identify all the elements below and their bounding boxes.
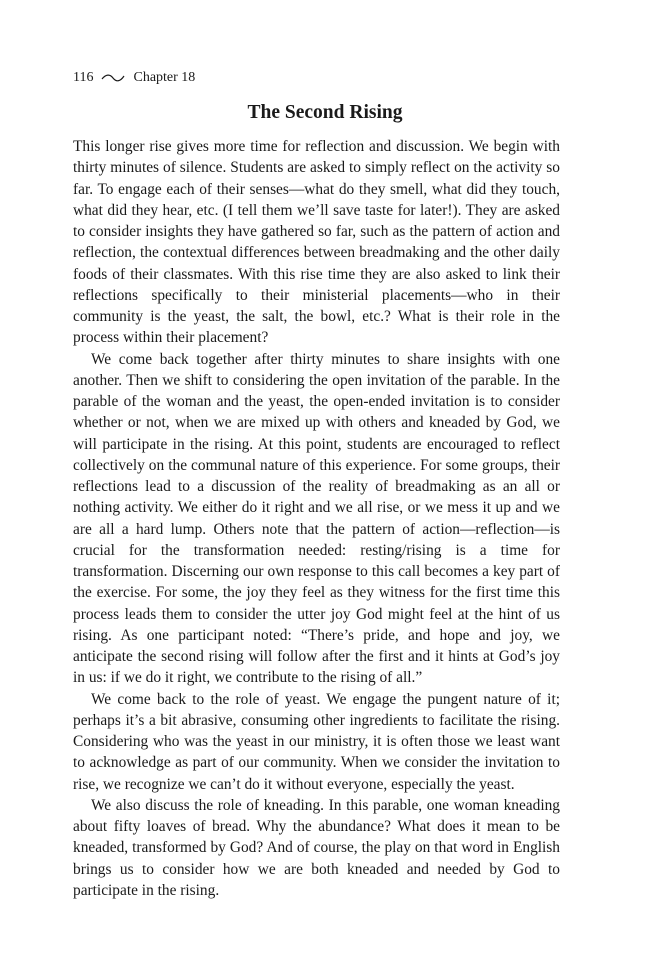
swash-ornament-icon — [101, 73, 125, 83]
page-number: 116 — [73, 70, 94, 85]
paragraph-1: This longer rise gives more time for reflection and discussion. We begin with thirty minutes of silence. Students are asked to simply reflect on the activity so far. To engage each of their senses—what do they smell, what did they touch, what did they hear, etc. (I tell them we’ll save taste for later!). They are asked to consider insights they have gathered so far, such as the pattern of action and reflection, the contextual differences between breadmaking and the other daily foods of their classmates. With this rise time they are also asked to link their reflections specifically to their ministerial placements—who in their community is the yeast, the salt, the bowl, etc.? What is their role in the process within their placement? — [73, 138, 560, 347]
running-head — [73, 70, 195, 86]
body-text — [73, 136, 560, 901]
paragraph-4: We also discuss the role of kneading. In this parable, one woman kneading about fifty loaves of bread. Why the abundance? What does it mean to be kneaded, transformed by God? And of course, the play on that word in English brings us to consider how we are both kneaded and needed by God to participate in the rising. — [73, 796, 560, 899]
section-title: The Second Rising — [247, 102, 403, 123]
paragraph-2: We come back together after thirty minutes to share insights with one another. Then we shift to considering the open invitation of the parable. In the parable of the woman and the yeast, the open-ended invitation is to consider whether or not, when we are mixed up with others and kneaded by God, we will participate in the rising. At this point, students are encouraged to reflect collectively on the communal nature of this experience. For some groups, their reflections lead to a discussion of the reality of breadmaking as an all or nothing activity. We either do it right and we all rise, or we mess it up and we are all a hard lump. Others note that the pattern of action—reflection—is crucial for the transformation needed: resting/rising is a time for transformation. Discerning our own response to this call becomes a key part of the exercise. For some, the joy they feel as they witness for the first time this process leads them to consider the utter joy God might feel at the hint of us rising. As one participant noted: “There’s pride, and hope and joy, we anticipate the second rising will follow after the first and it hints at God’s joy in us: if we do it right, we contribute to the rising of all.” — [73, 350, 560, 687]
chapter-label: Chapter 18 — [133, 70, 196, 85]
paragraph-3: We come back to the role of yeast. We engage the pungent nature of it; perhaps it’s a bit abrasive, consuming other ingredients to facilitate the rising. Considering who was the yeast in our ministry, it is often those we least want to acknowledge as part of our community. When we consider the invitation to rise, we recognize we can’t do it without everyone, especially the yeast. — [73, 690, 560, 793]
